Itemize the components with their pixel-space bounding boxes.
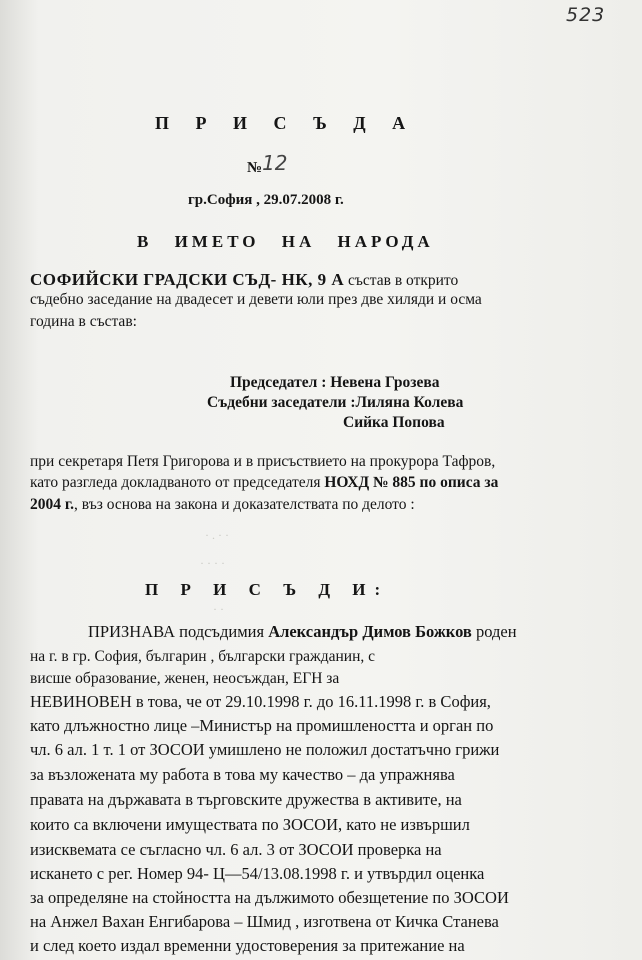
body-line: правата на държавата в търговските дружества в активите, на: [30, 790, 462, 809]
body-line: [88, 622, 517, 642]
panel-juror-2: Сийка Попова: [343, 414, 445, 431]
court-line-1-rest: състав в открито: [344, 272, 459, 289]
secretary-line-2: [30, 474, 498, 492]
court-line-2: съдебно заседание на двадесет и девети юли през две хиляди и осма: [30, 291, 482, 308]
body-line: на г. в гр. София, българин , български гражданин, с: [30, 648, 376, 665]
body-line: чл. 6 ал. 1 т. 1 от ЗОСОИ умишлено не положил достатъчно грижи: [30, 740, 500, 759]
body-line: [30, 692, 491, 712]
body-line: изисквемата се съгласно чл. 6 ал. 3 от ЗОСОИ проверка на: [30, 840, 442, 859]
case-year: 2004 г.: [30, 496, 75, 513]
court-line-3: година в състав:: [30, 313, 137, 330]
number-prefix: №: [247, 160, 263, 176]
secretary-line-3: [30, 496, 415, 514]
faint-bleed-text: · ·: [213, 602, 224, 616]
handwritten-number: 12: [262, 151, 288, 175]
panel-chair: Председател : Невена Грозева: [230, 374, 440, 391]
verdict-number: [247, 153, 288, 177]
secretary-line-3-text: , въз основа на закона и доказателствата по делото :: [74, 496, 415, 513]
body-text: роден: [471, 622, 517, 641]
defendant-name: Александър Димов Божков: [268, 622, 472, 641]
faint-bleed-text: · · · ·: [200, 556, 225, 570]
case-number: НОХД № 885 по описа за: [324, 474, 499, 491]
verdict-heading: П Р И С Ъ Д И:: [145, 580, 390, 599]
body-text: ПРИЗНАВА подсъдимия: [88, 622, 269, 641]
body-line: и след което издал временни удостоверения за притежание на: [30, 936, 465, 955]
body-line: за възложената му работа в това му качество – да упражнява: [30, 765, 455, 784]
document-title: П Р И С Ъ Д А: [155, 113, 417, 133]
court-name: СОФИЙСКИ ГРАДСКИ СЪД- НК, 9 А: [30, 270, 345, 289]
body-line: като длъжностно лице –Министър на промишлеността и орган по: [30, 716, 494, 735]
body-line: искането с рег. Номер 94- Ц—54/13.08.1998 г. и утвърдил оценка: [30, 864, 485, 883]
place-and-date: гр.София , 29.07.2008 г.: [188, 192, 344, 208]
body-text: в това, че от 29.10.1998 г. до 16.11.1998 г. в София,: [131, 692, 491, 711]
verdict-word: НЕВИНОВЕН: [30, 692, 132, 711]
body-line: които са включени имуществата по ЗОСОИ, като не извършил: [30, 815, 470, 834]
page-number: 523: [566, 4, 606, 26]
court-line-1: [30, 270, 458, 290]
panel-jurors: Съдебни заседатели :Лиляна Колева: [207, 394, 464, 411]
secretary-line-1: при секретаря Петя Григорова и в присъствието на прокурора Тафров,: [30, 453, 496, 470]
body-line: висше образование, женен, неосъждан, ЕГН за: [30, 670, 340, 687]
body-line: за определяне на стойността на дължимото обезщетение по ЗОСОИ: [30, 888, 509, 907]
body-line: на Анжел Вахан Енгибарова – Шмид , изготвена от Кичка Станева: [30, 912, 499, 931]
secretary-line-2-text: като разгледа докладваното от председателя: [30, 474, 325, 491]
faint-bleed-text: · . · ·: [205, 528, 229, 542]
in-the-name-of-the-people: В ИМЕТО НА НАРОДА: [137, 232, 434, 251]
